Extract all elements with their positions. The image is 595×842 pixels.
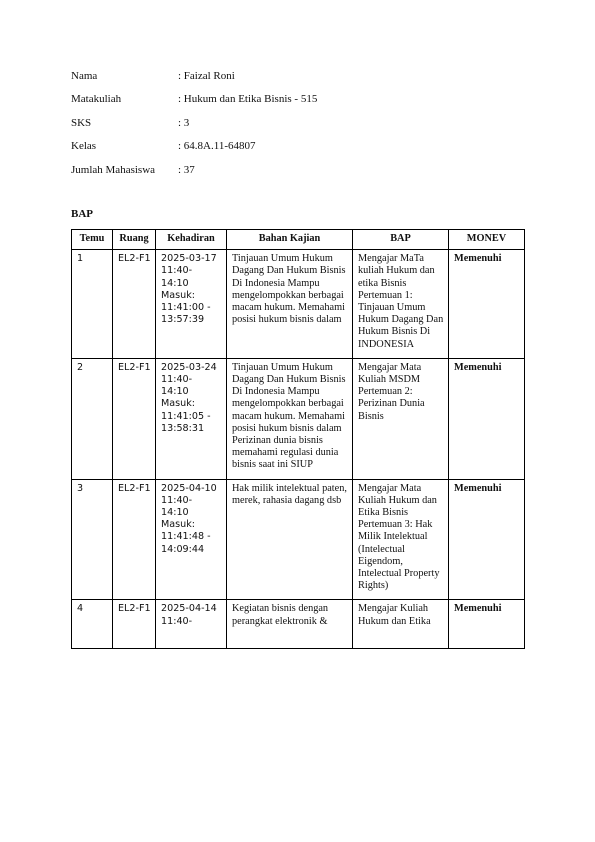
- cell-bap: Mengajar Mata Kuliah MSDM Pertemuan 2: Perizinan Dunia Bisnis: [353, 358, 449, 479]
- kehadiran-line: 2025-04-14: [161, 603, 217, 615]
- header-monev: MONEV: [449, 230, 525, 250]
- cell-temu: 1: [72, 250, 113, 359]
- info-value: : Hukum dan Etika Bisnis - 515: [178, 93, 318, 106]
- table-row: [72, 250, 525, 359]
- header-bap: BAP: [353, 230, 449, 250]
- cell-ruang: EL2-F1: [113, 250, 156, 359]
- cell-bahan-kajian: Tinjauan Umum Hukum Dagang Dan Hukum Bisnis Di Indonesia Mampu mengelompokkan berbagai macam hukum. Memahami posisi hukum bisnis dalam Perizinan dunia bisnis memahami regulasi dunia bisnis saat ini SIUP: [227, 358, 353, 479]
- info-label: Jumlah Mahasiswa: [71, 163, 156, 176]
- cell-ruang: EL2-F1: [113, 600, 156, 648]
- header-ruang: Ruang: [113, 230, 156, 250]
- cell-kehadiran: [156, 479, 227, 600]
- cell-bap: Mengajar Mata Kuliah Hukum dan Etika Bisnis Pertemuan 3: Hak Milik Intelektual (Intelectual Eigendom, Intelectual Property Rights): [353, 479, 449, 600]
- course-info: [71, 70, 317, 187]
- cell-bahan-kajian: Kegiatan bisnis dengan perangkat elektronik &: [227, 600, 353, 648]
- kehadiran-line: 2025-03-24: [161, 361, 217, 373]
- kehadiran-line: 11:40-: [161, 265, 193, 277]
- info-row-kelas: [71, 140, 317, 163]
- kehadiran-line: 14:10: [161, 277, 189, 289]
- kehadiran-line: Masuk:: [161, 398, 196, 410]
- cell-temu: 2: [72, 358, 113, 479]
- cell-bahan-kajian: Hak milik intelektual paten, merek, rahasia dagang dsb: [227, 479, 353, 600]
- info-value: : 3: [178, 116, 190, 129]
- kehadiran-line: 11:40-: [161, 494, 193, 506]
- kehadiran-line: 14:10: [161, 507, 189, 519]
- kehadiran-line: 11:41:05 -: [161, 410, 211, 422]
- info-value: : Faizal Roni: [178, 70, 235, 82]
- kehadiran-line: Masuk:: [161, 289, 196, 301]
- info-label: Kelas: [71, 140, 97, 153]
- kehadiran-line: Masuk:: [161, 519, 196, 531]
- header-bahan-kajian: Bahan Kajian: [227, 230, 353, 250]
- cell-temu: 3: [72, 479, 113, 600]
- cell-monev: Memenuhi: [449, 250, 525, 359]
- cell-bap: Mengajar Kuliah Hukum dan Etika: [353, 600, 449, 648]
- cell-kehadiran: [156, 250, 227, 359]
- info-row-jumlah-mahasiswa: [71, 164, 317, 187]
- kehadiran-line: 2025-03-17: [161, 253, 217, 265]
- table-row: [72, 600, 525, 648]
- kehadiran-line: 14:09:44: [161, 543, 205, 555]
- kehadiran-line: 13:57:39: [161, 314, 205, 326]
- table-row: [72, 479, 525, 600]
- cell-kehadiran: [156, 358, 227, 479]
- header-temu: Temu: [72, 230, 113, 250]
- table-row: [72, 358, 525, 479]
- cell-ruang: EL2-F1: [113, 358, 156, 479]
- kehadiran-line: 2025-04-10: [161, 482, 217, 494]
- cell-ruang: EL2-F1: [113, 479, 156, 600]
- kehadiran-line: 14:10: [161, 386, 189, 398]
- kehadiran-line: 13:58:31: [161, 422, 205, 434]
- cell-monev: Memenuhi: [449, 479, 525, 600]
- info-label: Matakuliah: [71, 93, 122, 106]
- section-title: BAP: [71, 208, 93, 220]
- kehadiran-line: 11:41:00 -: [161, 302, 211, 314]
- header-kehadiran: Kehadiran: [156, 230, 227, 250]
- cell-bahan-kajian: Tinjauan Umum Hukum Dagang Dan Hukum Bisnis Di Indonesia Mampu mengelompokkan berbagai macam hukum. Memahami posisi hukum bisnis dalam: [227, 250, 353, 359]
- cell-kehadiran: [156, 600, 227, 648]
- kehadiran-line: 11:40-: [161, 374, 193, 386]
- kehadiran-line: 11:40-: [161, 615, 193, 627]
- bap-table: [71, 229, 525, 649]
- cell-monev: Memenuhi: [449, 600, 525, 648]
- info-row-sks: [71, 117, 317, 140]
- info-row-matakuliah: [71, 93, 317, 116]
- cell-temu: 4: [72, 600, 113, 648]
- cell-monev: Memenuhi: [449, 358, 525, 479]
- info-label: SKS: [71, 116, 92, 129]
- info-row-nama: [71, 70, 317, 93]
- info-value: : 64.8A.11-64807: [178, 140, 256, 153]
- info-label: Nama: [71, 70, 98, 82]
- table-header-row: [72, 230, 525, 250]
- info-value: : 37: [178, 163, 195, 176]
- kehadiran-line: 11:41:48 -: [161, 531, 211, 543]
- cell-bap: Mengajar MaTa kuliah Hukum dan etika Bisnis Pertemuan 1: Tinjauan Umum Hukum Dagang Dan Hukum Bisnis Di INDONESIA: [353, 250, 449, 359]
